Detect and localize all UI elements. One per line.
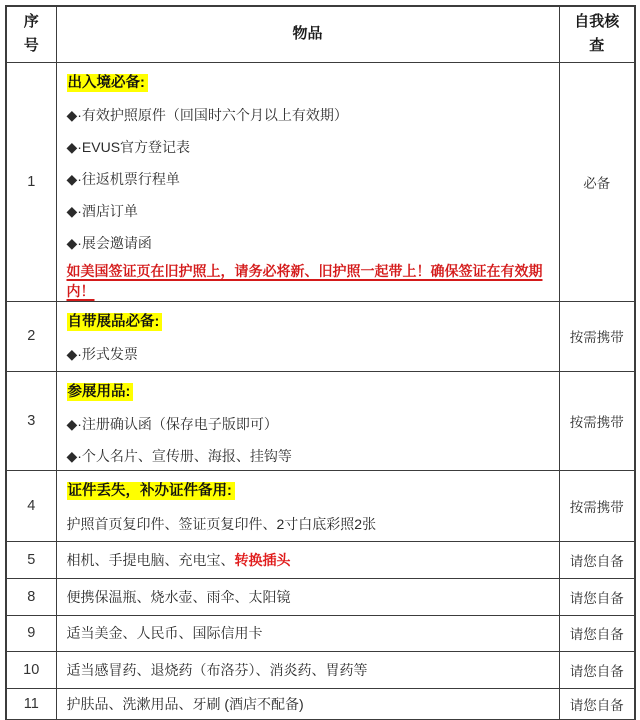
highlighted-heading: 自带展品必备: [67,313,163,331]
row-number: 8 [6,578,56,615]
warning-text: 如美国签证页在旧护照上，请务必将新、旧护照一起带上！确保签证在有效期内！ [66,262,543,299]
check-status: 请您自备 [559,615,635,651]
header-check: 自我核查 [559,6,635,62]
row-number: 4 [6,470,56,541]
checklist-item: ◆·注册确认函（保存电子版即可） [66,415,278,432]
row-number: 2 [6,301,56,371]
row-number: 10 [6,651,56,688]
row-number: 9 [6,615,56,651]
checklist-item: 便携保温瓶、烧水壶、雨伞、太阳镜 [66,588,291,605]
items-cell [56,688,559,720]
items-cell [56,301,559,371]
table-row-9 [6,615,635,651]
highlighted-heading: 参展用品: [67,383,134,401]
row-number: 11 [6,688,56,720]
check-status: 请您自备 [559,541,635,578]
table-row-4 [6,470,635,541]
table-row-10 [6,651,635,688]
highlighted-heading: 证件丢失，补办证件备用: [67,482,235,500]
checklist-item: ◆·往返机票行程单 [66,170,180,187]
table-row-8 [6,578,635,615]
table-row-3 [6,371,635,470]
header-items: 物品 [56,6,559,62]
checklist-item: ◆·展会邀请函 [66,234,152,251]
checklist-item: 护照首页复印件、签证页复印件、2寸白底彩照2张 [66,515,377,532]
check-status: 按需携带 [559,470,635,541]
check-status: 请您自备 [559,651,635,688]
items-cell [56,651,559,688]
items-cell [56,615,559,651]
checklist-item: ◆·酒店订单 [66,202,138,219]
check-status: 按需携带 [559,371,635,470]
header-no: 序号 [6,6,56,62]
row-number: 5 [6,541,56,578]
check-status: 按需携带 [559,301,635,371]
table-row-2 [6,301,635,371]
red-emphasis-text: 转换插头 [234,551,291,568]
row-number: 1 [6,62,56,301]
section-heading [67,480,551,501]
checklist-item: ◆·个人名片、宣传册、海报、挂钩等 [66,447,292,464]
check-status: 请您自备 [559,688,635,720]
highlighted-heading: 出入境必备: [67,74,148,92]
checklist-item: 相机、手提电脑、充电宝、 [66,551,235,568]
packing-checklist-table [5,5,636,720]
section-heading [67,72,551,93]
items-cell [56,578,559,615]
items-cell [56,371,559,470]
checklist-item: 护肤品、洗漱用品、牙刷 (酒店不配备) [66,695,304,712]
section-heading [67,311,551,332]
table-row-11 [6,688,635,720]
items-cell [56,541,559,578]
section-heading [67,381,551,402]
items-cell [56,470,559,541]
check-status: 必备 [559,62,635,301]
checklist-item: ◆·形式发票 [66,345,138,362]
table-row-1 [6,62,635,301]
checklist-item: ◆·EVUS官方登记表 [66,138,191,155]
checklist-item: 适当美金、人民币、国际信用卡 [66,625,263,641]
items-cell [56,62,559,301]
checklist-item: ◆·有效护照原件（回国时六个月以上有效期） [66,106,348,123]
table-row-5 [6,541,635,578]
row-number: 3 [6,371,56,470]
check-status: 请您自备 [559,578,635,615]
checklist-item: 适当感冒药、退烧药（布洛芬）、消炎药、胃药等 [66,661,368,678]
header-row [6,6,635,62]
